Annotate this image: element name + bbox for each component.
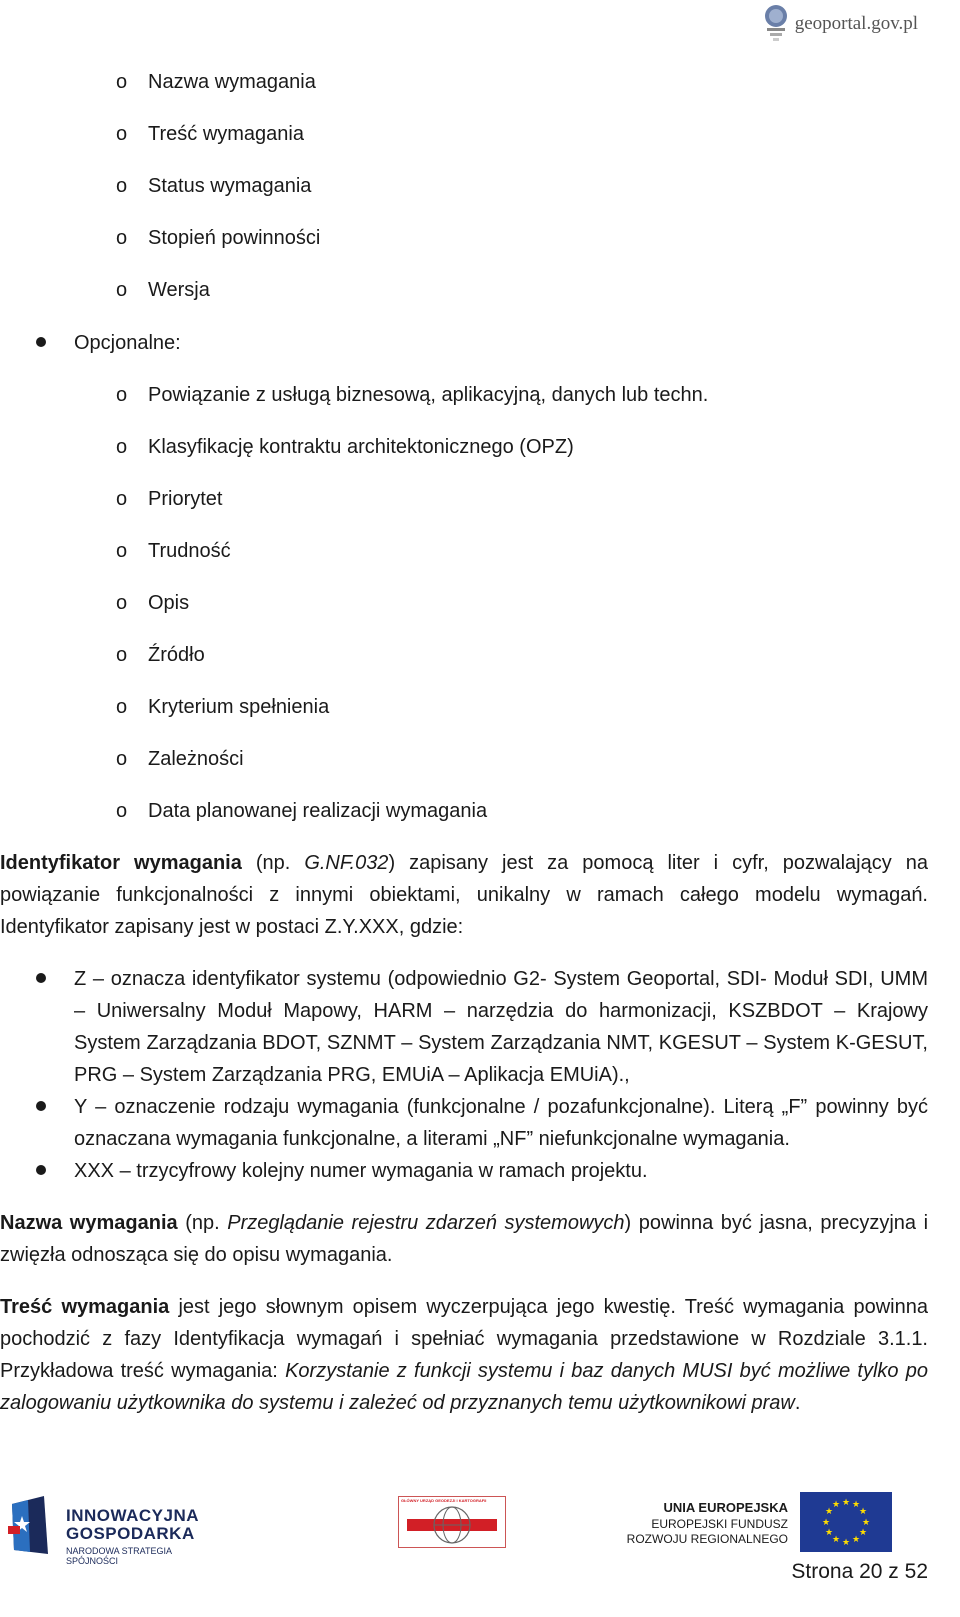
svg-text:★: ★	[851, 1535, 861, 1545]
sub-bullet-o: o	[116, 800, 128, 822]
identifier-text-2: ) zapisany jest za pomocą liter i cyfr, pozwalający na powiązanie funkcjonalności z innymi obiektami, unikalny w ramach całego modelu wymagań. Identyfikator zapisany jest w postaci Z.Y.XXX, gdzie:	[0, 852, 928, 938]
content-example: Korzystanie z funkcji systemu i baz danych MUSI być możliwe tylko po zalogowaniu użytkownika do systemu i zależeć od przyznanych temu użytkownikowi praw	[0, 1360, 929, 1414]
svg-text:★: ★	[841, 1498, 851, 1508]
list-item: Treść wymagania	[148, 123, 304, 145]
sub-bullet-o: o	[116, 748, 128, 770]
gugik-globe-icon	[407, 1505, 497, 1545]
id-bullet-xxx: XXX – trzycyfrowy kolejny numer wymagania w ramach projektu.	[74, 1160, 648, 1182]
name-example: Przeglądanie rejestru zdarzeń systemowych	[227, 1212, 625, 1234]
svg-text:★: ★	[824, 1528, 834, 1538]
identifier-example: G.NF.032	[304, 852, 389, 874]
list-item: Priorytet	[148, 488, 223, 510]
list-item: Nazwa wymagania	[148, 71, 316, 93]
svg-text:★: ★	[831, 1500, 841, 1510]
content-text-1: jest jego słownym opisem wyczerpująca jego kwestię. Treść wymagania powinna pochodzić z fazy Identyfikacja wymagań i spełniać wymagania przedstawione w Rozdziale 3.1.1. Przykładowa treść wymagania:	[0, 1296, 928, 1382]
list-item: Kryterium spełnienia	[148, 696, 330, 718]
innowacyjna-gospodarka-logo	[8, 1490, 218, 1566]
gugik-text: GŁÓWNY URZĄD GEODEZJI I KARTOGRAFII	[401, 1498, 487, 1503]
bullet-dot	[36, 1101, 46, 1111]
id-bullet-y: Y – oznaczenie rodzaju wymagania (funkcjonalne / pozafunkcjonalne). Literą „F” powinny być oznaczana wymagania funkcjonalne, a literami „NF” niefunkcjonalne wymagania.	[74, 1096, 928, 1150]
sub-bullet-o: o	[116, 384, 128, 406]
sub-bullet-o: o	[116, 436, 128, 458]
svg-text:★: ★	[821, 1518, 831, 1528]
svg-text:★: ★	[824, 1507, 834, 1517]
content-paragraph	[0, 1291, 928, 1419]
ig-line-1: INNOWACYJNA	[66, 1506, 200, 1525]
sub-bullet-o: o	[116, 540, 128, 562]
svg-text:★: ★	[841, 1538, 851, 1548]
name-text-2: ) powinna być jasna, precyzyjna i zwięzła odnosząca się do opisu wymagania.	[0, 1212, 929, 1266]
list-item: Klasyfikację kontraktu architektonicznego (OPZ)	[148, 436, 574, 458]
eu-flag-icon	[800, 1492, 892, 1552]
eu-line-2: EUROPEJSKI FUNDUSZ	[651, 1517, 788, 1531]
list-item: Zależności	[148, 748, 244, 770]
svg-text:★: ★	[831, 1535, 841, 1545]
sub-bullet-o: o	[116, 71, 128, 93]
list-item: Powiązanie z usługą biznesową, aplikacyjną, danych lub techn.	[148, 384, 709, 406]
list-item: Status wymagania	[148, 175, 312, 197]
eu-line-1: UNIA EUROPEJSKA	[663, 1500, 788, 1515]
bullet-dot	[36, 973, 46, 983]
svg-text:★: ★	[861, 1518, 871, 1528]
list-item: Data planowanej realizacji wymagania	[148, 800, 488, 822]
identifier-paragraph	[0, 847, 928, 943]
sub-bullet-o: o	[116, 592, 128, 614]
list-item: Źródło	[148, 644, 205, 666]
name-paragraph	[0, 1207, 928, 1271]
optional-label: Opcjonalne:	[74, 332, 181, 354]
gugik-logo	[398, 1496, 506, 1548]
sub-bullet-o: o	[116, 644, 128, 666]
page-number: Strona 20 z 52	[791, 1560, 928, 1583]
eu-logo	[620, 1492, 892, 1564]
content-text-2: .	[794, 1392, 801, 1414]
svg-text:★: ★	[858, 1528, 868, 1538]
identifier-text-1: (np.	[241, 852, 305, 874]
geoportal-logo	[761, 2, 918, 46]
eu-line-3: ROZWOJU REGIONALNEGO	[626, 1532, 788, 1546]
bullet-dot	[36, 337, 46, 347]
list-item: Opis	[148, 592, 190, 614]
svg-text:★: ★	[851, 1500, 861, 1510]
ig-line-2: GOSPODARKA	[66, 1524, 195, 1543]
id-bullet-z: Z – oznacza identyfikator systemu (odpowiednio G2- System Geoportal, SDI- Moduł SDI, UMM – Uniwersalny Moduł Mapowy, HARM – narzędzia do harmonizacji, KSZBDOT – Krajowy System Zarządzania BDOT, SZNMT – System Zarządzania NMT, KGESUT – System K-GESUT, PRG – System Zarządzania PRG, EMUiA – Aplikacja EMUiA).,	[74, 968, 928, 1086]
svg-text:★: ★	[858, 1507, 868, 1517]
sub-bullet-o: o	[116, 227, 128, 249]
name-text-1: (np.	[177, 1212, 228, 1234]
sub-bullet-o: o	[116, 696, 128, 718]
geoportal-globe-icon	[761, 2, 791, 46]
list-item: Wersja	[148, 279, 210, 301]
list-item: Trudność	[148, 540, 231, 562]
content-term: Treść wymagania	[0, 1296, 170, 1318]
sub-bullet-o: o	[116, 279, 128, 301]
name-term: Nazwa wymagania	[0, 1212, 178, 1234]
identifier-term: Identyfikator wymagania	[0, 852, 242, 874]
geoportal-logo-text: geoportal.gov.pl	[794, 13, 918, 34]
ig-flag-icon	[8, 1494, 52, 1558]
ig-line-3: NARODOWA STRATEGIA SPÓJNOŚCI	[66, 1546, 172, 1566]
sub-bullet-o: o	[116, 175, 128, 197]
list-item: Stopień powinności	[148, 227, 321, 249]
bullet-dot	[36, 1165, 46, 1175]
sub-bullet-o: o	[116, 488, 128, 510]
sub-bullet-o: o	[116, 123, 128, 145]
